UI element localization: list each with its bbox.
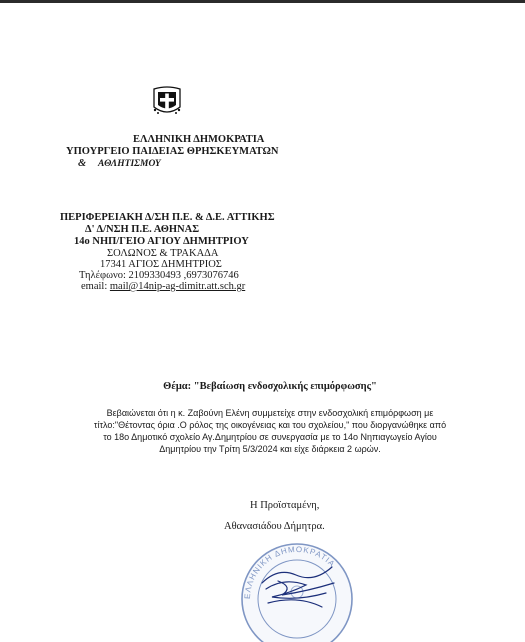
- body-line-2: τίτλο:"Θέτοντας όρια .Ο ρόλος της οικογένειας και του σχολείου," που διοργανώθηκε από: [93, 420, 447, 430]
- body-line-1: Βεβαιώνεται ότι η κ. Ζαβούνη Ελένη συμμετείχε στην ενδοσχολική επιμόρφωση με: [106, 408, 434, 418]
- sender-line-1: ΠΕΡΙΦΕΡΕΙΑΚΗ Δ/ΣΗ Π.Ε. & Δ.Ε. ΑΤΤΙΚΗΣ: [60, 212, 275, 223]
- official-stamp: [238, 537, 356, 642]
- signature-role: Η Προϊσταμένη,: [250, 500, 320, 511]
- email-label: email:: [81, 281, 108, 292]
- email-link[interactable]: mail@14nip-ag-dimitr.att.sch.gr: [109, 281, 246, 292]
- ministry-line-1: ΕΛΛΗΝΙΚΗ ΔΗΜΟΚΡΑΤΙΑ: [133, 134, 265, 145]
- body-line-3: το 18ο Δημοτικό σχολείο Αγ.Δημητρίου σε συνεργασία με το 14ο Νηπιαγωγείο Αγίου: [103, 432, 437, 442]
- sender-line-2: Δ' Δ/ΝΣΗ Π.Ε. ΑΘΗΝΑΣ: [85, 224, 200, 235]
- ministry-amp: &: [78, 158, 87, 169]
- stamp-text: ΕΛΛΗΝΙΚΗ ΔΗΜΟΚΡΑΤΙΑ: [242, 544, 337, 600]
- sender-phone: Τηλέφωνο: 2109330493 ,6973076746: [79, 270, 239, 281]
- sender-email-row: [81, 281, 245, 293]
- coat-of-arms-icon: [151, 85, 183, 117]
- signature-name: Αθανασιάδου Δήμητρα.: [224, 521, 325, 532]
- ministry-line-2: ΥΠΟΥΡΓΕΙΟ ΠΑΙΔΕΙΑΣ ΘΡΗΣΚΕΥΜΑΤΩΝ: [66, 146, 279, 157]
- top-border: [0, 0, 525, 3]
- subject-line: Θέμα: "Βεβαίωση ενδοσχολικής επιμόρφωσης": [163, 381, 377, 392]
- body-line-4: Δημητρίου την Τρίτη 5/3/2024 και είχε διάρκεια 2 ωρών.: [159, 444, 381, 454]
- sender-city: 17341 ΑΓΙΟΣ ΔΗΜΗΤΡΙΟΣ: [100, 259, 222, 270]
- sender-address: ΣΟΛΩΝΟΣ & ΤΡΑΚΑΔΑ: [107, 248, 219, 259]
- sender-line-3: 14ο ΝΗΠ/ΓΕΙΟ ΑΓΙΟΥ ΔΗΜΗΤΡΙΟΥ: [74, 236, 249, 247]
- ministry-line-3: ΑΘΛΗΤΙΣΜΟΥ: [98, 159, 161, 169]
